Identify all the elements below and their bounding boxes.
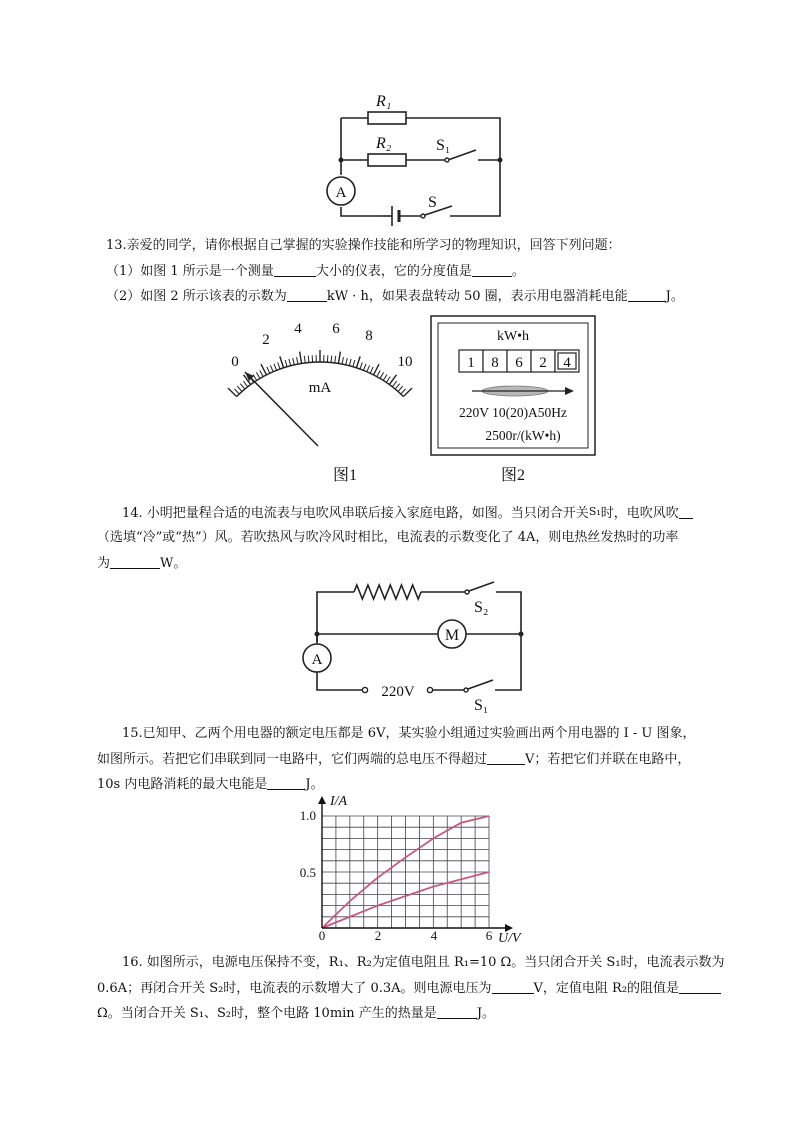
fig2-caption: 图2 [500,467,526,484]
q14-line2: （选填“冷”或“热”）风。若吹热风与吹冷风时相比，电流表的示数变化了 4A，则电热丝发热时的功率 [97,530,679,545]
chart-ylabel: I/A [330,794,348,809]
q13-p1-c: 。 [511,264,525,279]
fig2-digit: 1 [467,355,475,371]
q16-line2 [97,979,721,999]
fig1-tick-8: 8 [365,328,373,344]
chart-xtick-2: 2 [374,928,382,943]
s-label: S [428,194,437,211]
q15-l2-b: V；若把它们并联在电路中， [525,752,691,767]
q14-ammeter-label: A [311,652,323,668]
q14-l3-a: 为 [97,556,111,571]
fig2-unit: kW•h [496,329,530,344]
q13-p1-b: 大小的仪表，它的分度值是 [315,264,472,279]
q14-s2-label: S₂ [474,599,489,616]
q13-p2-c: J。 [665,289,684,304]
fig1-tick-2: 2 [262,332,270,348]
q16-line3 [97,1004,495,1024]
fig2-digit: 2 [539,355,547,371]
fig1-tick-4: 4 [294,321,302,337]
chart-ytick-1.0: 1.0 [299,808,316,823]
fig1-tick-0: 0 [231,354,239,370]
chart-xtick-6: 6 [485,928,493,943]
q14-l1-a: 14. 小明把量程合适的电流表与电吹风串联后接入家庭电路，如图。当只闭合开关 [122,506,589,521]
fig1-caption: 图1 [332,467,358,484]
fig2-rate: 2500r/(kW•h) [485,428,561,443]
chart-xtick-0: 0 [318,928,326,943]
ammeter-label: A [335,185,347,201]
y-axis-arrow-icon [318,796,326,804]
q16-line1: 16. 如图所示，电源电压保持不变，R₁、R₂为定值电阻且 R₁=10 Ω。当只闭合开关 S₁时，电流表示数为 [122,955,725,970]
q15-l3-a: 10s 内电路消耗的最大电能是 [97,777,268,792]
q15-line1: 15.已知甲、乙两个用电器的额定电压都是 6V，某实验小组通过实验画出两个用电器的 I - U 图象， [122,726,696,741]
q16-l3-a: Ω。当闭合开关 S₁、S₂时，整个电路 10min 产生的热量是 [97,1006,437,1021]
q14-l1-b: 时，电吹风吹 [600,506,679,521]
chart-xtick-4: 4 [430,928,438,943]
answer-blank[interactable] [437,1004,477,1019]
answer-blank[interactable] [679,979,721,994]
q14-s1-label: S₁ [474,697,489,714]
r1-label: R₁ [376,93,392,110]
fig1-unit: mA [308,380,332,396]
fig2-digit: 6 [515,355,523,371]
q14-l1-s: S₁ [588,505,601,518]
fig2-digit: 4 [563,355,571,371]
q14-l3-b: W。 [160,556,187,571]
q13-p2-a: （2）如图 2 所示该表的示数为 [106,289,287,304]
q16-l2-a: 0.6A；再闭合开关 S₂时，电流表的示数增大了 0.3A。则电源电压为 [97,981,492,996]
q15-l3-b: J。 [305,777,324,792]
q15-l2-a: 如图所示。若把它们串联到同一电路中，它们两端的总电压不得超过 [97,752,488,767]
s1-label: S₁ [436,137,451,154]
q13-p2-b: kW · h，如果表盘转动 50 圈，表示用电器消耗电能 [326,289,628,304]
answer-blank[interactable] [492,979,534,994]
q13-line1: 13.亲爱的同学，请你根据自己掌握的实验操作技能和所学习的物理知识，回答下列问题： [106,238,621,253]
fig1-tick-10: 10 [397,354,413,370]
q16-l3-b: J。 [476,1006,496,1021]
fig1-tick-6: 6 [332,321,340,337]
fig2-spec: 220V 10(20)A50Hz [458,405,568,420]
chart-ytick-0.5: 0.5 [299,865,316,880]
fig2-digit: 8 [491,355,499,371]
q13-p1-a: （1）如图 1 所示是一个测量 [106,264,274,279]
voltage-label: 220V [381,684,415,700]
r2-label: R₂ [376,135,392,152]
chart-xlabel: U/V [498,931,521,946]
q16-l2-b: V，定值电阻 R₂的阻值是 [533,981,680,996]
motor-label: M [444,627,460,644]
